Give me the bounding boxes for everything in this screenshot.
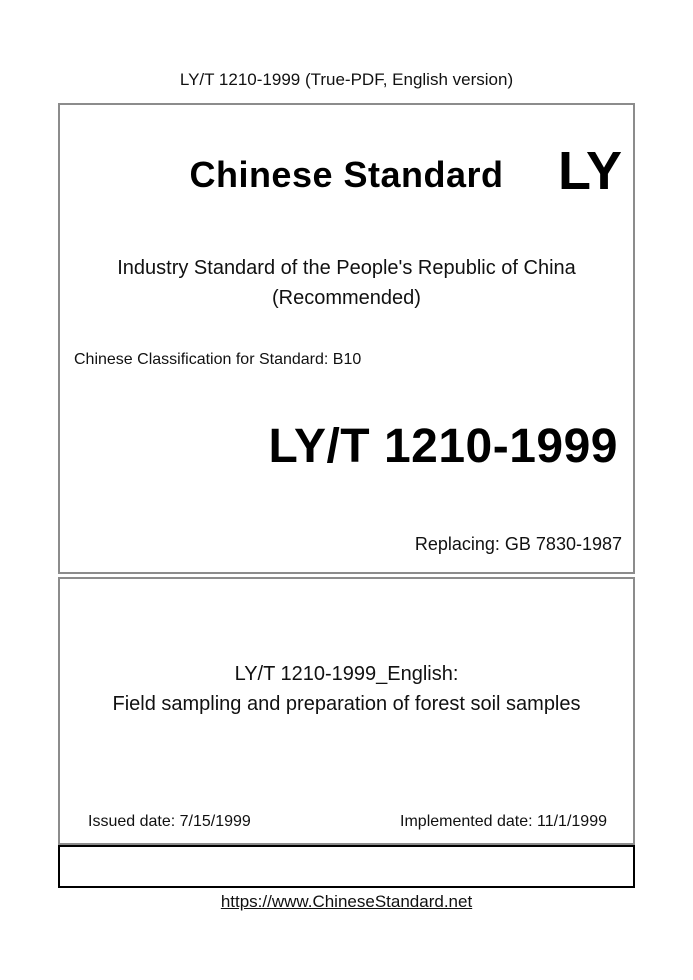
dates-row <box>88 813 607 831</box>
english-title-line2: Field sampling and preparation of forest soil samples <box>112 693 581 715</box>
classification-line: Chinese Classification for Standard: B10 <box>74 351 362 368</box>
replacing-note: Replacing: GB 7830-1987 <box>414 534 622 554</box>
recommended-line: (Recommended) <box>272 287 421 309</box>
page-header-title: LY/T 1210-1999 (True-PDF, English version) <box>179 70 514 89</box>
footer <box>0 892 693 912</box>
title-box <box>58 577 635 845</box>
english-title-block <box>60 659 633 719</box>
standard-type-line: Industry Standard of the People's Republic of China <box>117 257 576 279</box>
standard-type-block <box>60 253 633 313</box>
standard-body-logo: LY <box>557 141 622 201</box>
english-title-line1: LY/T 1210-1999_English: <box>234 663 459 685</box>
standard-number: LY/T 1210-1999 <box>268 420 618 473</box>
brand-title: Chinese Standard <box>189 154 504 195</box>
site-link[interactable]: https://www.ChineseStandard.net <box>220 892 473 911</box>
issued-date: Issued date: 7/15/1999 <box>88 813 251 830</box>
empty-note-box <box>58 845 635 888</box>
implemented-date: Implemented date: 11/1/1999 <box>400 813 607 830</box>
cover-box <box>58 103 635 574</box>
